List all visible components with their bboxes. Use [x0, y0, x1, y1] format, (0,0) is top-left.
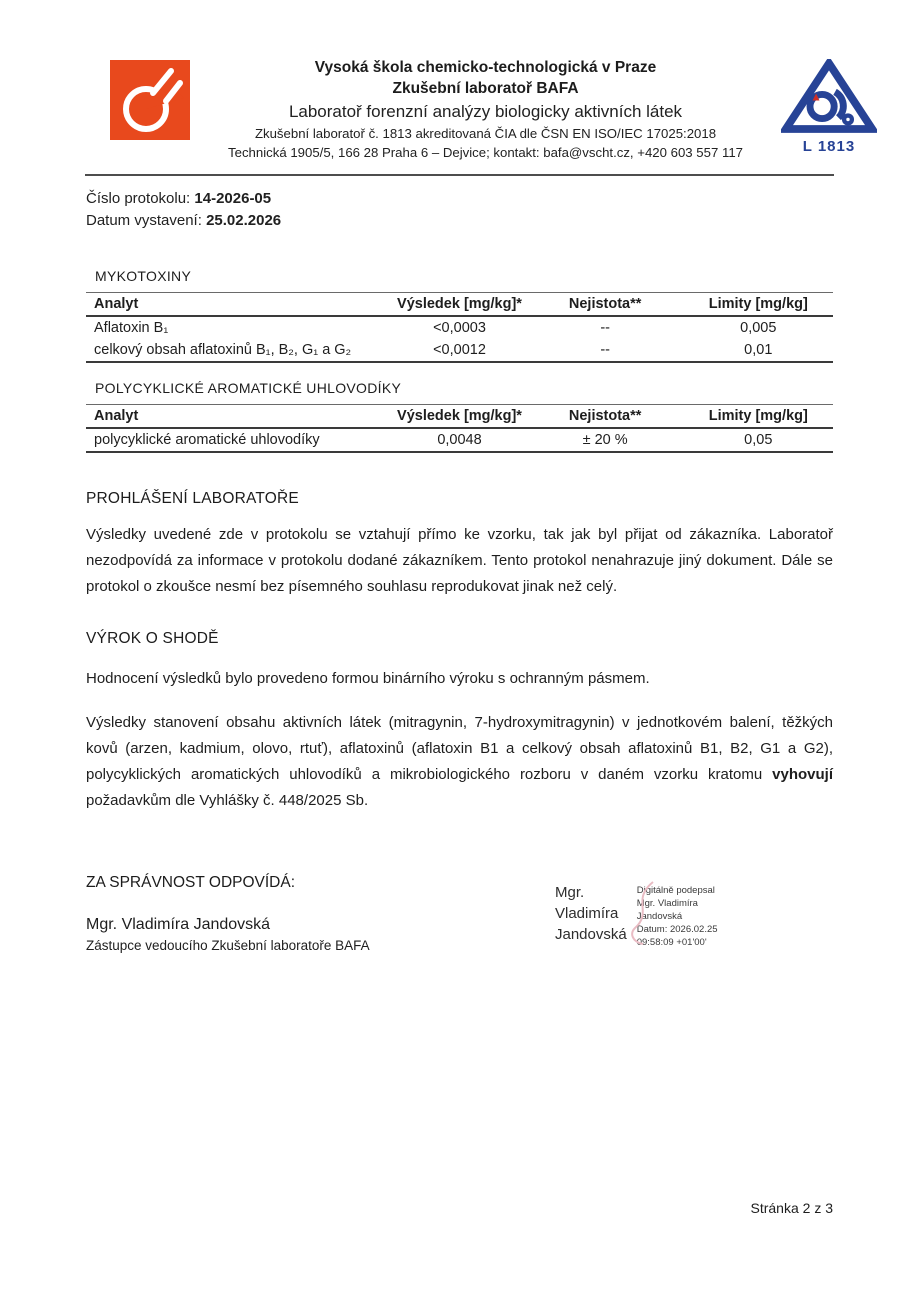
table-header-row [86, 405, 833, 429]
table-row [86, 316, 833, 339]
protocol-number-label: Číslo protokolu: [86, 190, 191, 207]
cell-vysledek: 0,0048 [437, 432, 482, 448]
verdict-heading: VÝROK O SHODĚ [86, 630, 219, 647]
digital-signature-block [555, 882, 765, 953]
verdict-paragraph [86, 710, 833, 814]
signature-left-column [86, 874, 555, 953]
org-name: Vysoká škola chemicko-technologická v Praze [314, 59, 657, 76]
digital-signer-name: Mgr. Vladimíra Jandovská [555, 884, 627, 943]
column-header-analyt: Analyt [94, 408, 139, 424]
cell-analyt: polycyklické aromatické uhlovodíky [94, 432, 320, 448]
column-header-vysledek: Výsledek [mg/kg]* [397, 296, 522, 312]
column-header-limity: Limity [mg/kg] [708, 408, 808, 424]
table-header-row [86, 293, 833, 317]
column-header-limity: Limity [mg/kg] [708, 296, 808, 312]
header-text-block [190, 57, 781, 162]
cia-accreditation-logo [781, 59, 877, 155]
cell-vysledek: <0,0003 [433, 320, 486, 336]
verdict-intro-paragraph: Hodnocení výsledků bylo provedeno formou binárního výroku s ochranným pásmem. [86, 670, 650, 687]
issue-date-line [86, 210, 833, 232]
signer-role: Zástupce vedoucího Zkušební laboratoře BAFA [86, 938, 370, 953]
header-divider [85, 174, 834, 176]
cell-analyt: Aflatoxin B₁ [94, 320, 169, 336]
cell-analyt: celkový obsah aflatoxinů B₁, B₂, G₁ a G₂ [94, 342, 352, 358]
lab-full-name: Laboratoř forenzní analýzy biologicky aktivních látek [288, 102, 683, 121]
cell-limity: 0,005 [740, 320, 777, 336]
table-row [86, 339, 833, 362]
cia-triangle-icon [781, 59, 877, 135]
address-contact-line: Technická 1905/5, 166 28 Praha 6 – Dejvice; kontakt: bafa@vscht.cz, +420 603 557 117 [228, 145, 743, 160]
cell-nejistota: -- [600, 320, 610, 336]
cell-vysledek: <0,0012 [433, 342, 486, 358]
issue-date-label: Datum vystavení: [86, 212, 202, 229]
mykotoxiny-table [86, 292, 833, 363]
column-header-nejistota: Nejistota** [568, 408, 642, 424]
cell-limity: 0,01 [744, 342, 773, 358]
issue-date-value: 25.02.2026 [206, 212, 282, 229]
protocol-number-line [86, 188, 833, 210]
verdict-text-after: požadavkům dle Vyhlášky č. 448/2025 Sb. [86, 792, 369, 809]
declaration-paragraph: Výsledky uvedené zde v protokolu se vztahují přímo ke vzorku, tak jak byl přijat od zákazníka. Laboratoř nezodpovídá za informace v protokolu dodané zákazníkem. Tento protokol nenahrazuje jiný dokument. Dále se protokol o zkoušce nesmí bez písemného souhlasu reprodukovat jinak než celý. [86, 526, 833, 595]
verdict-result-word: vyhovují [772, 766, 833, 783]
section-title-mykotoxiny: MYKOTOXINY [95, 268, 192, 284]
column-header-nejistota: Nejistota** [568, 296, 642, 312]
verdict-text-before: Výsledky stanovení obsahu aktivních látek (mitragynin, 7-hydroxymitragynin) v jednotkovém balení, těžkých kovů (arzen, kadmium, olovo, rtuť), aflatoxinů (aflatoxin B1 a celkový obsah aflatoxinů B1, B2, G1 a G2), polycyklických aromatických uhlovodíků a mikrobiologického rozboru v daném vzorku kratomu [86, 714, 833, 783]
protocol-meta [86, 188, 833, 232]
signature-section [86, 874, 833, 953]
protocol-number-value: 14-2026-05 [194, 190, 272, 207]
pau-table [86, 404, 833, 453]
responsibility-heading: ZA SPRÁVNOST ODPOVÍDÁ: [86, 874, 296, 891]
vscht-logo-icon [110, 60, 190, 140]
digital-signature-details: Digitálně podepsal Mgr. Vladimíra Jandovská Datum: 2026.02.25 09:58:09 +01'00' [636, 885, 718, 948]
lab-name: Zkušební laboratoř BAFA [392, 80, 579, 97]
page-number: Stránka 2 z 3 [750, 1200, 833, 1216]
column-header-analyt: Analyt [94, 296, 139, 312]
table-row [86, 428, 833, 452]
declaration-heading: PROHLÁŠENÍ LABORATOŘE [86, 490, 299, 507]
cell-nejistota: -- [600, 342, 610, 358]
signer-name: Mgr. Vladimíra Jandovská [86, 916, 271, 933]
column-header-vysledek: Výsledek [mg/kg]* [397, 408, 522, 424]
section-title-pau: POLYCYKLICKÉ AROMATICKÉ UHLOVODÍKY [95, 380, 402, 396]
document-header [0, 0, 919, 162]
cell-limity: 0,05 [744, 432, 773, 448]
document-body [0, 188, 919, 953]
cia-accreditation-number: L 1813 [802, 138, 856, 155]
cell-nejistota: ± 20 % [582, 432, 628, 448]
accreditation-line: Zkušební laboratoř č. 1813 akreditovaná ČIA dle ČSN EN ISO/IEC 17025:2018 [254, 126, 717, 141]
